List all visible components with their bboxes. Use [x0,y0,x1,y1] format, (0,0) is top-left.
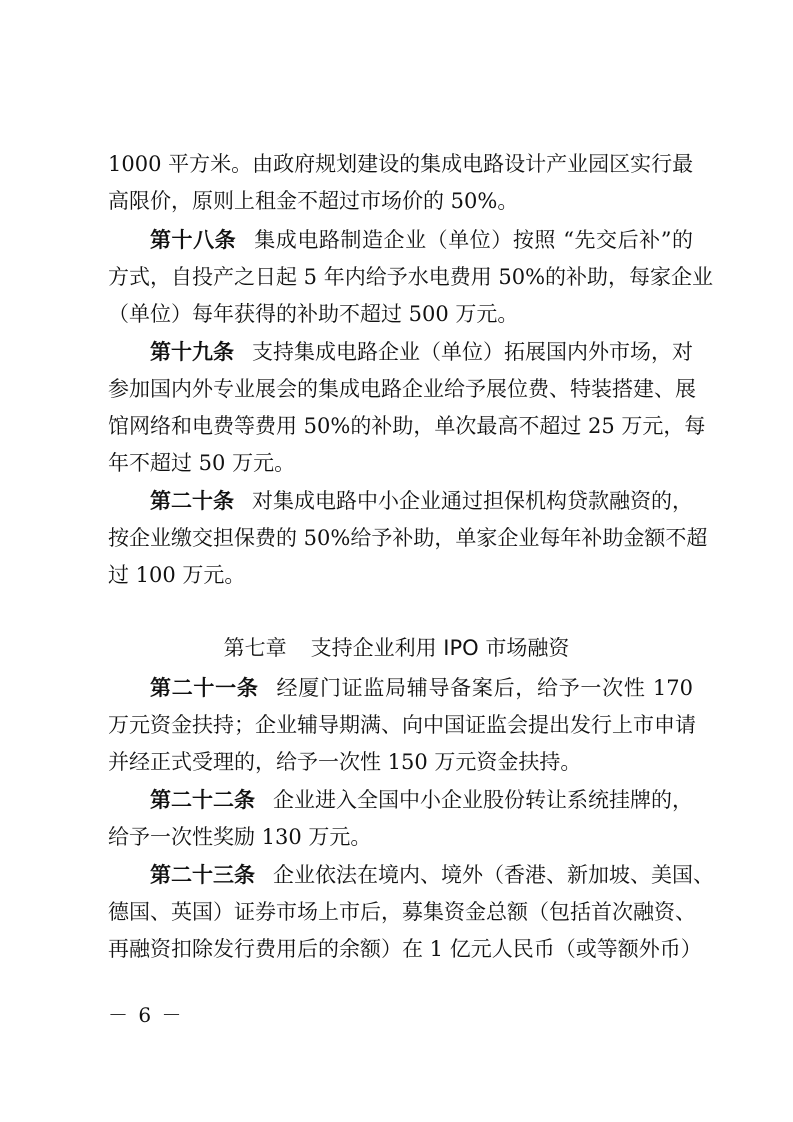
article-number: 第十八条 [150,228,237,252]
article-19 [150,334,693,370]
paragraph-line: 给予一次性奖励 130 万元。 [108,825,372,849]
article-text: 对集成电路中小企业通过担保机构贷款融资的， [252,489,693,513]
paragraph-line: （单位）每年获得的补助不超过 500 万元。 [108,302,519,326]
paragraph-line: 过 100 万元。 [108,563,246,587]
page-number: － 6 － [108,1003,184,1027]
article-23 [150,857,714,893]
article-text: 企业进入全国中小企业股份转让系统挂牌的， [273,788,693,812]
paragraph-line: 高限价，原则上租金不超过市场价的 50%。 [108,189,519,213]
article-text: 企业依法在境内、境外（香港、新加坡、美国、 [273,863,714,887]
paragraph-line: 方式，自投产之日起 5 年内给予水电费用 50%的补助，每家企业 [108,265,714,289]
article-18 [150,222,693,258]
article-text: 集成电路制造企业（单位）按照 “先交后补”的 [254,228,693,252]
article-number: 第十九条 [150,340,234,364]
article-20 [150,483,693,519]
article-number: 第二十条 [150,489,234,513]
paragraph-line: 1000 平方米。由政府规划建设的集成电路设计产业园区实行最 [108,152,694,176]
chapter-title: 支持企业利用 IPO 市场融资 [310,636,570,660]
paragraph-line: 年不超过 50 万元。 [108,451,296,475]
article-number: 第二十一条 [150,676,259,700]
paragraph-line: 再融资扣除发行费用后的余额）在 1 亿元人民币（或等额外币） [108,937,702,961]
article-text: 经厦门证监局辅导备案后，给予一次性 170 [276,676,693,700]
chapter-number: 第七章 [223,636,287,660]
paragraph-line: 德国、英国）证券市场上市后，募集资金总额（包括首次融资、 [108,900,696,924]
paragraph-line: 万元资金扶持；企业辅导期满、向中国证监会提出发行上市申请 [108,713,696,737]
article-number: 第二十二条 [150,788,255,812]
paragraph-line: 馆网络和电费等费用 50%的补助，单次最高不超过 25 万元，每 [108,414,706,438]
paragraph-line: 按企业缴交担保费的 50%给予补助，单家企业每年补助金额不超 [108,526,708,550]
article-number: 第二十三条 [150,863,255,887]
paragraph-line: 并经正式受理的，给予一次性 150 万元资金扶持。 [108,750,582,774]
article-22 [150,782,693,818]
article-text: 支持集成电路企业（单位）拓展国内外市场，对 [252,340,693,364]
chapter-heading [0,628,793,668]
article-21 [150,670,693,706]
paragraph-line: 参加国内外专业展会的集成电路企业给予展位费、特装搭建、展 [108,377,696,401]
